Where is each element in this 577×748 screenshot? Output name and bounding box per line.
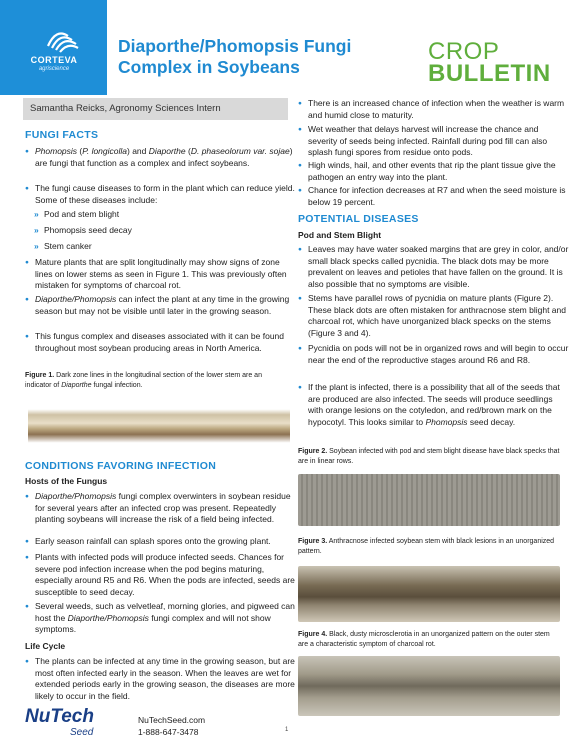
condition-item-winds-hail: ● High winds, hail, and other events that rip the plant tissue give the pathogen an entry way into the plant. — [298, 160, 570, 183]
disease-symptom-3: ● Pycnidia on pods will not be in organized rows and will begin to occur near the end of the reproductive stages around R6 and R8. — [298, 343, 570, 366]
figure-3-caption: Figure 3. Anthracnose infected soybean stem with black lesions in an unorganized pattern. — [298, 538, 555, 555]
hosts-heading: Hosts of the Fungus — [25, 476, 108, 486]
condition-item-warm-humid: ● There is an increased chance of infection when the weather is warm and humid close to maturity. — [298, 98, 570, 121]
conditions-heading: CONDITIONS FAVORING INFECTION — [25, 460, 217, 472]
fungi-fact-3: ● Mature plants that are split longitudinally may show signs of zone lines on lower stems as seen in Figure 1. This was previously often mistaken for symptoms of charcoal rot. — [25, 257, 297, 292]
fungi-fact-2: ● The fungi cause diseases to form in the plant which can reduce yield. Some of these diseases include: — [25, 183, 297, 206]
footer-url[interactable]: NuTechSeed.com — [138, 715, 206, 725]
footer-phone: 1-888-647-3478 — [138, 727, 199, 737]
fungi-fact-4: ● Diaporthe/Phomopsis can infect the plant at any time in the growing season but may not be visible until later in the growing season. — [25, 294, 297, 317]
condition-item-r7: ● Chance for infection decreases at R7 and when the seed moisture is below 19 percent. — [298, 185, 570, 208]
disease-item-pod-stem-blight: » Pod and stem blight — [32, 209, 294, 221]
life-cycle-heading: Life Cycle — [25, 641, 66, 651]
host-item-1: ● Diaporthe/Phomopsis fungi complex overwinters in soybean residue for several years after an infected crop was present. Repeatedly planting soybeans will increase the risk of a field being infected. — [25, 491, 297, 526]
nutech-logo-sub: Seed — [70, 727, 94, 738]
bulletin-label-crop: CROP — [428, 38, 500, 65]
host-item-2: ● Early season rainfall can splash spores onto the growing plant. — [25, 536, 297, 548]
disease-item-seed-decay: » Phomopsis seed decay — [32, 225, 294, 237]
author: Samantha Reicks, Agronomy Sciences Intern — [30, 103, 221, 114]
host-item-3: ● Plants with infected pods will produce infected seeds. Chances for severe pod infection increase when the pod begins maturing, especially around R5 and R6. When the pods are infected, seeds are susceptible to seed decay. — [25, 552, 297, 598]
bulletin-label-bulletin: BULLETIN — [428, 60, 551, 87]
potential-diseases-heading: POTENTIAL DISEASES — [298, 213, 419, 225]
fungi-fact-1: ● Phomopsis (P. longicolla) and Diaporthe (D. phaseolorum var. sojae) are fungi that function as a complex and infect soybeans. — [25, 146, 297, 169]
company-subtitle: agriscience — [38, 66, 70, 72]
fungi-fact-5: ● This fungus complex and diseases associated with it can be found throughout most soybean producing areas in North America. — [25, 331, 297, 354]
life-cycle-item-1: ● The plants can be infected at any time in the growing season, but are most often infected early in the season. When the leaves are wet for extended periods early in the growing season, the diseases are more likely to occur in the field. — [25, 656, 297, 702]
page-title: Diaporthe/Phomopsis Fungi Complex in Soybeans — [118, 36, 352, 77]
company-name: CORTEVA — [30, 55, 78, 65]
host-item-4: ● Several weeds, such as velvetleaf, morning glories, and pigweed can host the Diaporthe/Phomopsis fungi complex and will not show symptoms. — [25, 601, 297, 636]
figure-1-caption: Figure 1. Dark zone lines in the longitudinal section of the lower stem are an indicator of Diaporthe fungal infection. — [25, 372, 262, 389]
page-number: 1 — [285, 727, 289, 733]
disease-symptom-2: ● Stems have parallel rows of pycnidia on mature plants (Figure 2). These black dots are often mistaken for anthracnose stem blight and charcoal rot, which have unorganized black specks on the stems (Figure 3 and 4). — [298, 293, 570, 339]
nutech-logo: NuTech — [25, 706, 94, 727]
figure-2-caption: Figure 2. Soybean infected with pod and stem blight disease have black specks that are in linear rows. — [298, 448, 560, 465]
figure-2-photo — [298, 474, 560, 526]
figure-4-photo — [298, 656, 560, 716]
fungi-facts-heading: FUNGI FACTS — [25, 129, 99, 141]
figure-3-photo — [298, 566, 560, 622]
disease-symptom-4: ● If the plant is infected, there is a possibility that all of the seeds that are produced are also infected. The seeds will produce seedlings with orange lesions on the cotyledon, and red/brown mark on the hypocotyl. This looks similar to Phomopsis seed decay. — [298, 382, 570, 428]
disease-item-stem-canker: » Stem canker — [32, 241, 294, 253]
disease-symptom-1: ● Leaves may have water soaked margins that are grey in color, and/or small black specks called pycnidia. The black dots may be more prevalent on leaves and petioles that have fallen on the ground. It is also possible that no symptoms are visible. — [298, 244, 570, 290]
pod-stem-blight-heading: Pod and Stem Blight — [298, 230, 382, 240]
figure-4-caption: Figure 4. Black, dusty microsclerotia in an unorganized pattern on the outer stem are a characteristic symptom of charcoal rot. — [298, 631, 550, 648]
condition-item-wet-harvest: ● Wet weather that delays harvest will increase the chance and severity of seeds being infected. Rainfall during pod fill can also splash fungi spores from residue onto pods. — [298, 124, 570, 159]
figure-1-photo — [28, 398, 290, 454]
